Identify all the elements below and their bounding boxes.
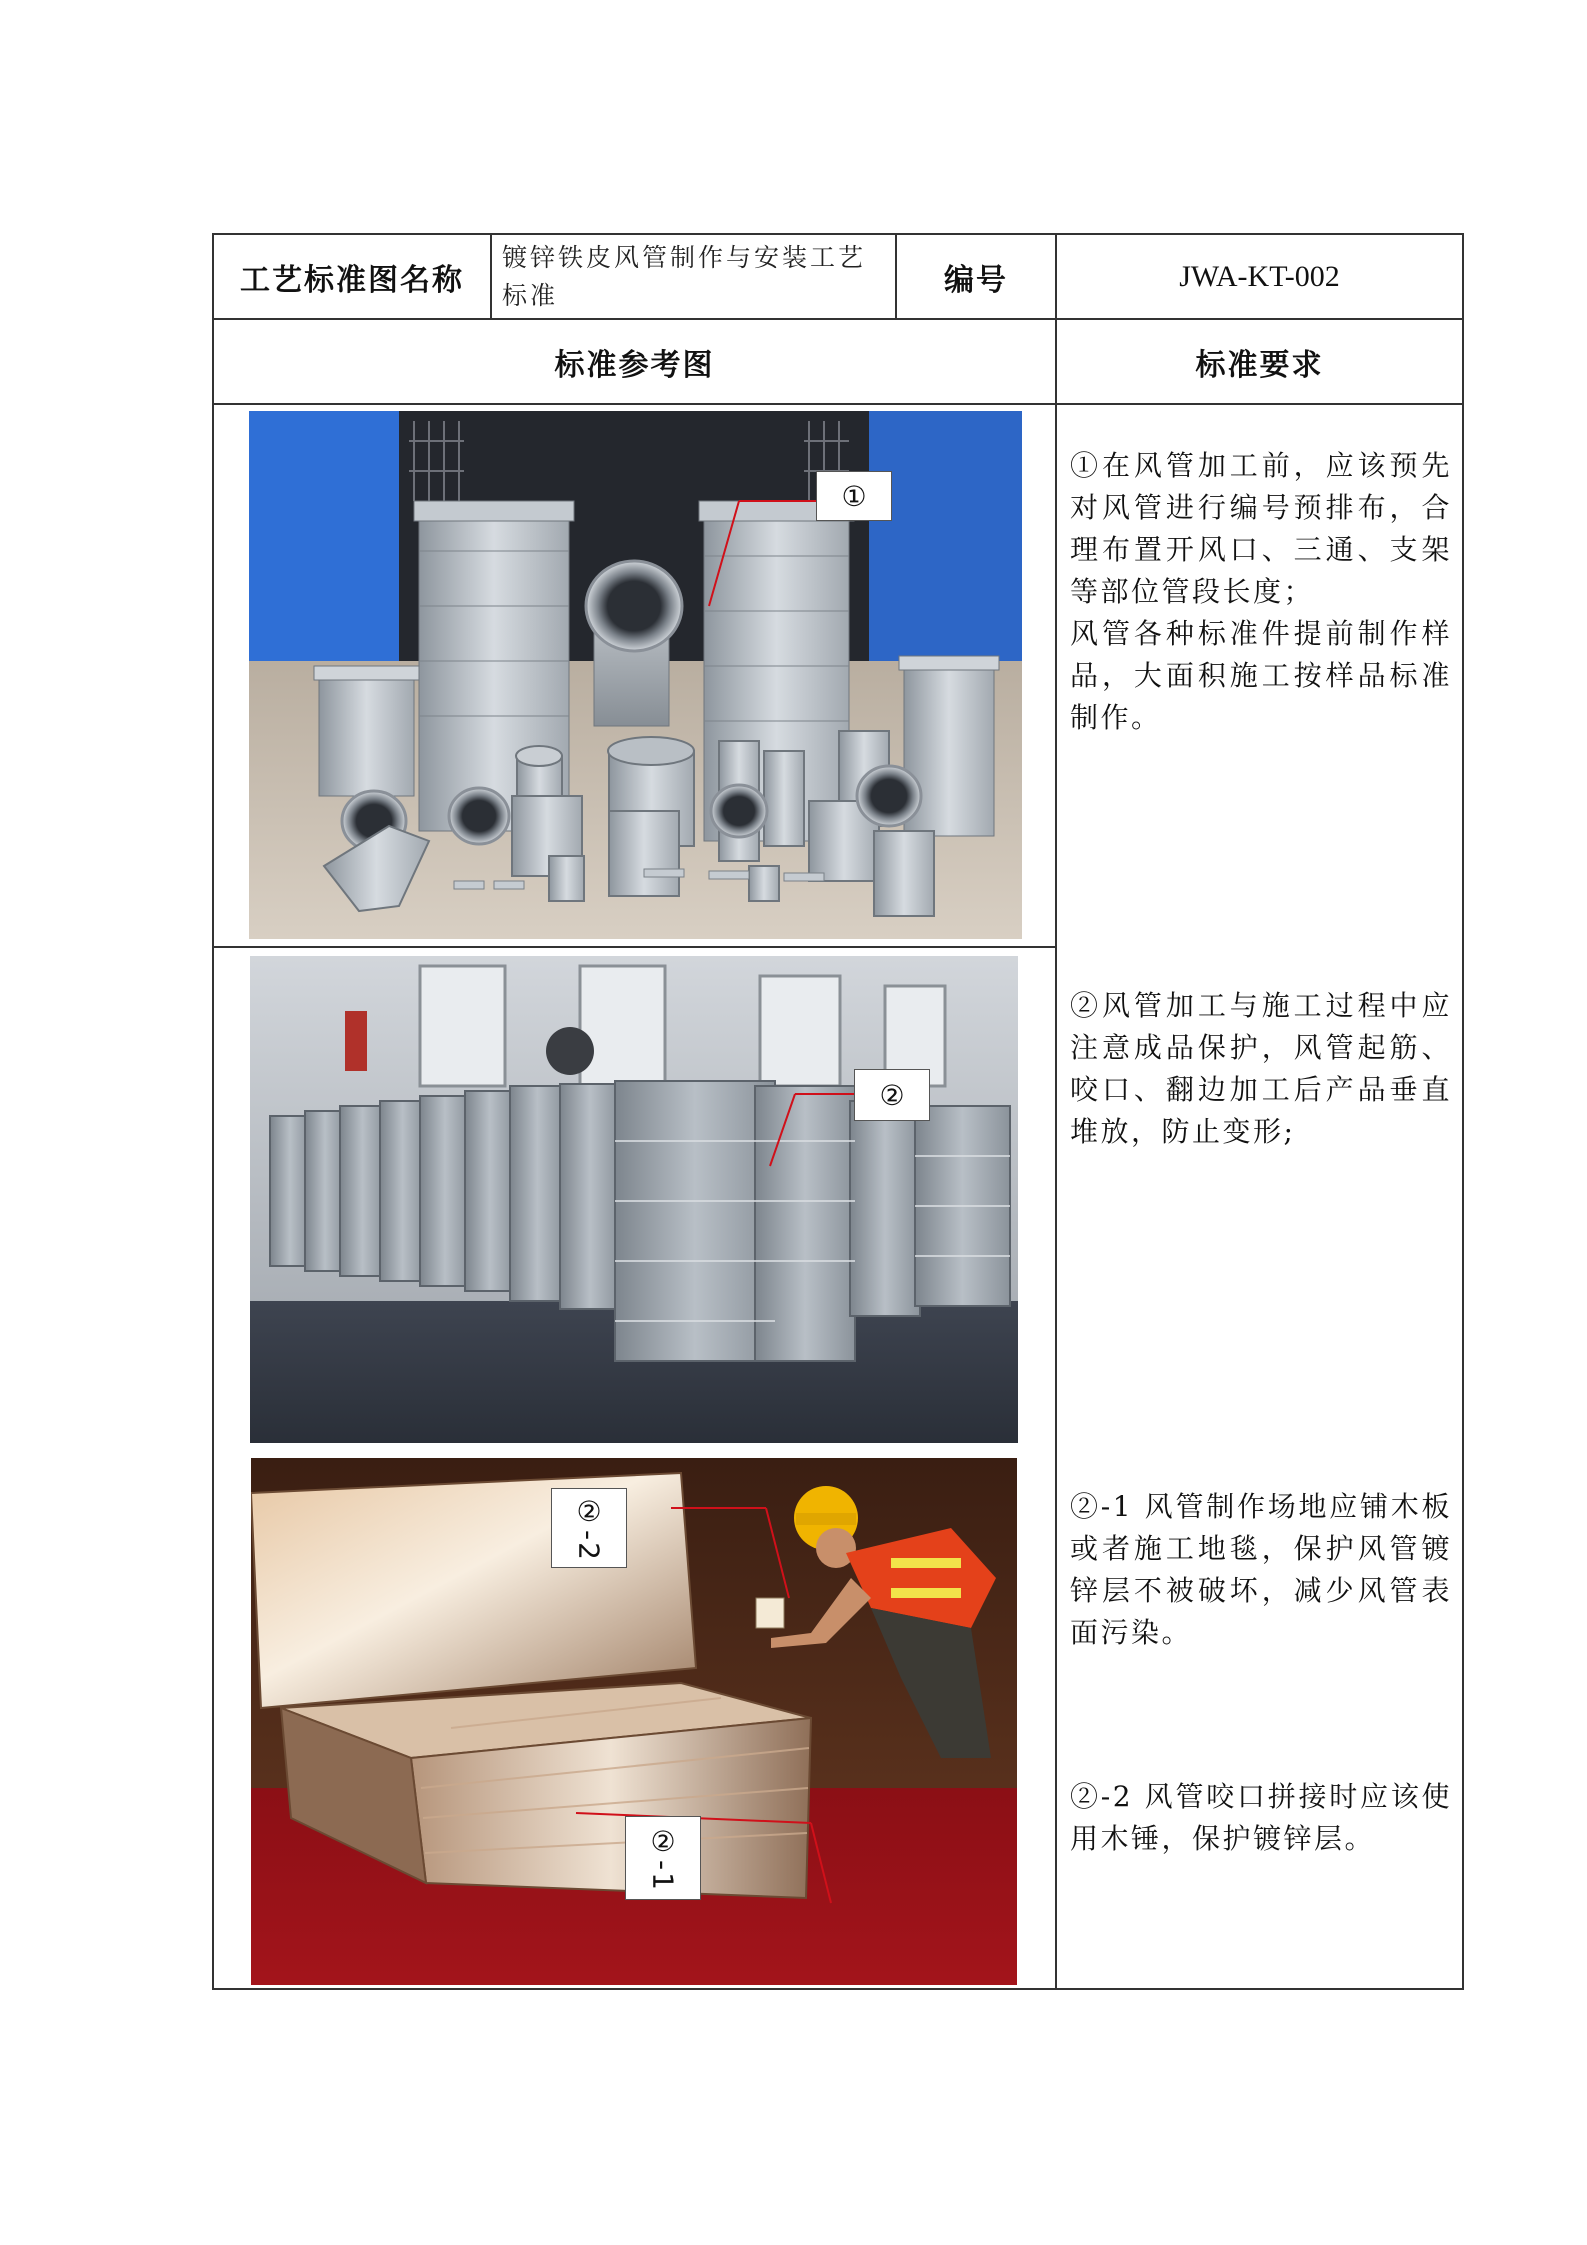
- callout-2: ②: [854, 1069, 930, 1121]
- callout-2-1: [625, 1816, 701, 1900]
- table-border-left: [212, 233, 214, 1990]
- requirement-2-2: ②-2 风管咬口拼接时应该使用木锤，保护镀锌层。: [1070, 1780, 1452, 1855]
- standard-sheet: [212, 233, 1464, 1990]
- table-border-bottom: [212, 1988, 1464, 1990]
- requirement-2: ②风管加工与施工过程中应注意成品保护，风管起筋、咬口、翻边加工后产品垂直堆放，防止变形;: [1070, 989, 1452, 1148]
- duct-fittings-photo: [249, 411, 1022, 939]
- requirement-2-1: ②-1 风管制作场地应铺木板或者施工地毯，保护风管镀锌层不被破坏，减少风管表面污染。: [1070, 1490, 1452, 1649]
- table-divider-photo: [212, 946, 1057, 948]
- name-label: 工艺标准图名称: [240, 262, 464, 298]
- callout-2-2: [551, 1488, 627, 1568]
- requirement-1: ①在风管加工前，应该预先对风管进行编号预排布，合理布置开风口、三通、支架等部位管段长度； 风管各种标准件提前制作样品，大面积施工按样品标准制作。: [1070, 449, 1452, 734]
- table-divider-subheader: [212, 403, 1464, 405]
- requirements-label: 标准要求: [1195, 347, 1324, 383]
- stacked-ducts-photo: [250, 956, 1018, 1443]
- table-divider-title: [490, 233, 492, 319]
- reference-label: 标准参考图: [554, 347, 715, 383]
- table-border-right: [1462, 233, 1464, 1990]
- code-value: JWA-KT-002: [1179, 259, 1340, 293]
- callout-2-2-text: ②-2: [572, 1494, 606, 1562]
- callout-1: ①: [816, 471, 892, 521]
- code-label: 编号: [944, 262, 1008, 298]
- callout-2-1-text: ②-1: [646, 1824, 680, 1892]
- table-divider-main: [1055, 233, 1057, 1990]
- worker-duct-photo: [251, 1458, 1017, 1985]
- title-value: 镀锌铁皮风管制作与安装工艺标准: [502, 242, 867, 310]
